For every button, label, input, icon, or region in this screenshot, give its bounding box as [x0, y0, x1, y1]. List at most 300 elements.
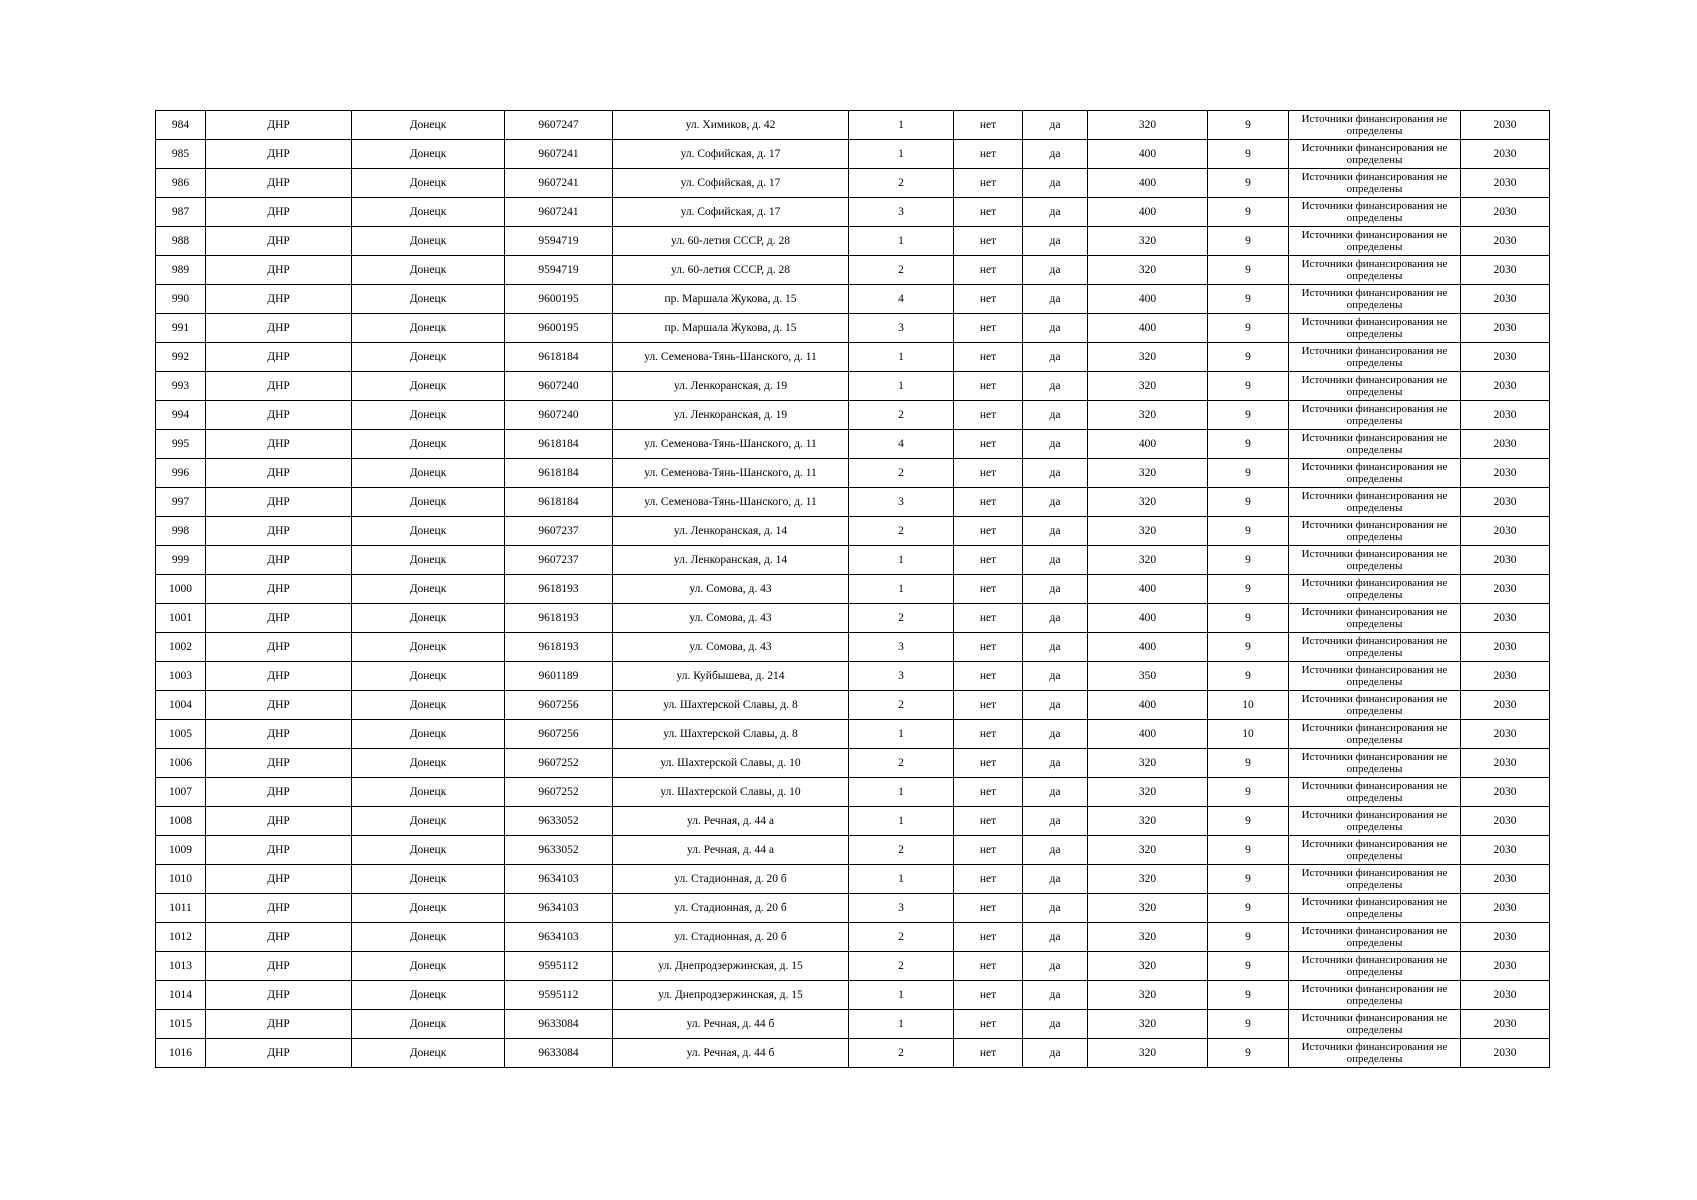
cell-city: Донецк [352, 111, 505, 140]
cell-region: ДНР [206, 517, 352, 546]
cell-object-code: 9607237 [505, 517, 613, 546]
cell-col-b: да [1023, 952, 1088, 981]
cell-year: 2030 [1461, 140, 1550, 169]
cell-region: ДНР [206, 488, 352, 517]
cell-floors: 9 [1208, 836, 1289, 865]
cell-col-b: да [1023, 256, 1088, 285]
cell-floors: 9 [1208, 807, 1289, 836]
cell-col-b: да [1023, 1010, 1088, 1039]
cell-region: ДНР [206, 952, 352, 981]
cell-floors: 9 [1208, 488, 1289, 517]
table-row [156, 343, 1550, 372]
cell-year: 2030 [1461, 633, 1550, 662]
cell-capacity: 320 [1088, 401, 1208, 430]
cell-city: Донецк [352, 140, 505, 169]
cell-col-b: да [1023, 459, 1088, 488]
cell-floors: 9 [1208, 111, 1289, 140]
cell-col-b: да [1023, 285, 1088, 314]
cell-floors: 9 [1208, 459, 1289, 488]
cell-address: ул. Ленкоранская, д. 19 [613, 401, 849, 430]
cell-year: 2030 [1461, 1039, 1550, 1068]
cell-col-a: нет [954, 604, 1023, 633]
cell-row-number: 995 [156, 430, 206, 459]
registry-table [155, 110, 1550, 1068]
cell-row-number: 990 [156, 285, 206, 314]
cell-entrance: 3 [849, 662, 954, 691]
cell-floors: 9 [1208, 256, 1289, 285]
cell-floors: 9 [1208, 923, 1289, 952]
cell-floors: 9 [1208, 372, 1289, 401]
cell-year: 2030 [1461, 981, 1550, 1010]
cell-funding: Источники финансирования не определены [1289, 140, 1461, 169]
cell-funding: Источники финансирования не определены [1289, 662, 1461, 691]
cell-row-number: 1011 [156, 894, 206, 923]
cell-row-number: 996 [156, 459, 206, 488]
table-row [156, 111, 1550, 140]
cell-floors: 9 [1208, 169, 1289, 198]
cell-address: ул. Речная, д. 44 а [613, 807, 849, 836]
cell-year: 2030 [1461, 430, 1550, 459]
cell-col-b: да [1023, 430, 1088, 459]
cell-year: 2030 [1461, 778, 1550, 807]
cell-year: 2030 [1461, 749, 1550, 778]
cell-capacity: 400 [1088, 285, 1208, 314]
cell-address: ул. Семенова-Тянь-Шанского, д. 11 [613, 430, 849, 459]
cell-floors: 9 [1208, 1010, 1289, 1039]
cell-col-a: нет [954, 285, 1023, 314]
cell-region: ДНР [206, 372, 352, 401]
cell-object-code: 9633052 [505, 807, 613, 836]
cell-capacity: 320 [1088, 778, 1208, 807]
cell-entrance: 1 [849, 372, 954, 401]
cell-city: Донецк [352, 836, 505, 865]
cell-floors: 9 [1208, 343, 1289, 372]
cell-row-number: 1013 [156, 952, 206, 981]
cell-floors: 10 [1208, 691, 1289, 720]
cell-region: ДНР [206, 1010, 352, 1039]
cell-col-a: нет [954, 981, 1023, 1010]
cell-city: Донецк [352, 778, 505, 807]
cell-col-b: да [1023, 546, 1088, 575]
cell-col-b: да [1023, 488, 1088, 517]
cell-entrance: 2 [849, 691, 954, 720]
cell-year: 2030 [1461, 459, 1550, 488]
cell-col-a: нет [954, 923, 1023, 952]
cell-funding: Источники финансирования не определены [1289, 894, 1461, 923]
cell-region: ДНР [206, 691, 352, 720]
cell-address: ул. Сомова, д. 43 [613, 633, 849, 662]
cell-capacity: 320 [1088, 227, 1208, 256]
cell-capacity: 320 [1088, 836, 1208, 865]
cell-floors: 9 [1208, 575, 1289, 604]
cell-object-code: 9633084 [505, 1010, 613, 1039]
cell-floors: 9 [1208, 314, 1289, 343]
cell-year: 2030 [1461, 604, 1550, 633]
table-row [156, 923, 1550, 952]
table-row [156, 401, 1550, 430]
cell-funding: Источники финансирования не определены [1289, 430, 1461, 459]
cell-entrance: 1 [849, 140, 954, 169]
cell-row-number: 1008 [156, 807, 206, 836]
cell-entrance: 2 [849, 256, 954, 285]
cell-object-code: 9618184 [505, 488, 613, 517]
cell-object-code: 9607241 [505, 140, 613, 169]
cell-object-code: 9607237 [505, 546, 613, 575]
cell-year: 2030 [1461, 169, 1550, 198]
cell-region: ДНР [206, 662, 352, 691]
cell-address: ул. Семенова-Тянь-Шанского, д. 11 [613, 459, 849, 488]
cell-city: Донецк [352, 633, 505, 662]
cell-address: ул. Семенова-Тянь-Шанского, д. 11 [613, 343, 849, 372]
cell-capacity: 400 [1088, 169, 1208, 198]
cell-object-code: 9618193 [505, 633, 613, 662]
cell-region: ДНР [206, 401, 352, 430]
cell-floors: 9 [1208, 140, 1289, 169]
table-row [156, 488, 1550, 517]
cell-col-a: нет [954, 111, 1023, 140]
cell-object-code: 9607241 [505, 169, 613, 198]
table-row [156, 633, 1550, 662]
cell-row-number: 991 [156, 314, 206, 343]
cell-region: ДНР [206, 604, 352, 633]
cell-entrance: 2 [849, 1039, 954, 1068]
cell-row-number: 1012 [156, 923, 206, 952]
cell-year: 2030 [1461, 865, 1550, 894]
cell-address: ул. Стадионная, д. 20 б [613, 865, 849, 894]
cell-funding: Источники финансирования не определены [1289, 488, 1461, 517]
cell-funding: Источники финансирования не определены [1289, 256, 1461, 285]
cell-capacity: 320 [1088, 981, 1208, 1010]
cell-entrance: 3 [849, 894, 954, 923]
cell-region: ДНР [206, 430, 352, 459]
cell-col-b: да [1023, 198, 1088, 227]
cell-object-code: 9607252 [505, 778, 613, 807]
table-body [156, 111, 1550, 1068]
cell-col-a: нет [954, 343, 1023, 372]
cell-capacity: 320 [1088, 1039, 1208, 1068]
cell-funding: Источники финансирования не определены [1289, 1010, 1461, 1039]
table-row [156, 807, 1550, 836]
cell-region: ДНР [206, 546, 352, 575]
table-row [156, 836, 1550, 865]
cell-col-b: да [1023, 691, 1088, 720]
cell-col-b: да [1023, 981, 1088, 1010]
cell-address: ул. Днепродзержинская, д. 15 [613, 981, 849, 1010]
cell-address: ул. Шахтерской Славы, д. 10 [613, 778, 849, 807]
cell-region: ДНР [206, 459, 352, 488]
cell-col-b: да [1023, 169, 1088, 198]
cell-city: Донецк [352, 169, 505, 198]
cell-entrance: 1 [849, 111, 954, 140]
cell-city: Донецк [352, 923, 505, 952]
cell-city: Донецк [352, 401, 505, 430]
table-row [156, 662, 1550, 691]
cell-col-b: да [1023, 836, 1088, 865]
cell-city: Донецк [352, 1039, 505, 1068]
cell-funding: Источники финансирования не определены [1289, 633, 1461, 662]
cell-col-a: нет [954, 198, 1023, 227]
cell-funding: Источники финансирования не определены [1289, 314, 1461, 343]
cell-row-number: 1000 [156, 575, 206, 604]
cell-entrance: 1 [849, 1010, 954, 1039]
cell-capacity: 350 [1088, 662, 1208, 691]
cell-address: пр. Маршала Жукова, д. 15 [613, 285, 849, 314]
cell-capacity: 320 [1088, 952, 1208, 981]
cell-object-code: 9607256 [505, 720, 613, 749]
cell-year: 2030 [1461, 401, 1550, 430]
cell-funding: Источники финансирования не определены [1289, 952, 1461, 981]
cell-year: 2030 [1461, 807, 1550, 836]
cell-address: ул. Химиков, д. 42 [613, 111, 849, 140]
cell-object-code: 9607240 [505, 401, 613, 430]
cell-object-code: 9618184 [505, 459, 613, 488]
cell-city: Донецк [352, 372, 505, 401]
cell-capacity: 320 [1088, 865, 1208, 894]
table-row [156, 517, 1550, 546]
cell-year: 2030 [1461, 517, 1550, 546]
cell-region: ДНР [206, 111, 352, 140]
cell-region: ДНР [206, 778, 352, 807]
cell-funding: Источники финансирования не определены [1289, 691, 1461, 720]
cell-object-code: 9634103 [505, 865, 613, 894]
cell-col-b: да [1023, 720, 1088, 749]
cell-region: ДНР [206, 749, 352, 778]
cell-capacity: 400 [1088, 575, 1208, 604]
table-row [156, 865, 1550, 894]
cell-object-code: 9594719 [505, 256, 613, 285]
cell-col-a: нет [954, 227, 1023, 256]
cell-capacity: 320 [1088, 256, 1208, 285]
cell-row-number: 984 [156, 111, 206, 140]
cell-city: Донецк [352, 749, 505, 778]
table-row [156, 1010, 1550, 1039]
cell-year: 2030 [1461, 546, 1550, 575]
cell-entrance: 2 [849, 169, 954, 198]
cell-year: 2030 [1461, 256, 1550, 285]
cell-region: ДНР [206, 256, 352, 285]
cell-address: ул. Софийская, д. 17 [613, 140, 849, 169]
cell-row-number: 1001 [156, 604, 206, 633]
cell-region: ДНР [206, 227, 352, 256]
cell-city: Донецк [352, 807, 505, 836]
cell-funding: Источники финансирования не определены [1289, 575, 1461, 604]
cell-region: ДНР [206, 633, 352, 662]
cell-row-number: 987 [156, 198, 206, 227]
cell-col-b: да [1023, 865, 1088, 894]
cell-col-a: нет [954, 459, 1023, 488]
cell-city: Донецк [352, 720, 505, 749]
cell-year: 2030 [1461, 836, 1550, 865]
cell-city: Донецк [352, 952, 505, 981]
table-row [156, 459, 1550, 488]
cell-capacity: 320 [1088, 894, 1208, 923]
cell-entrance: 1 [849, 807, 954, 836]
cell-capacity: 320 [1088, 923, 1208, 952]
cell-floors: 10 [1208, 720, 1289, 749]
cell-entrance: 2 [849, 604, 954, 633]
cell-col-a: нет [954, 517, 1023, 546]
cell-entrance: 1 [849, 720, 954, 749]
cell-floors: 9 [1208, 633, 1289, 662]
cell-row-number: 1006 [156, 749, 206, 778]
table-row [156, 314, 1550, 343]
cell-region: ДНР [206, 894, 352, 923]
cell-row-number: 1009 [156, 836, 206, 865]
cell-object-code: 9618184 [505, 343, 613, 372]
cell-address: ул. Шахтерской Славы, д. 8 [613, 720, 849, 749]
cell-col-b: да [1023, 604, 1088, 633]
table-row [156, 198, 1550, 227]
cell-col-b: да [1023, 633, 1088, 662]
table-row [156, 372, 1550, 401]
table-row [156, 981, 1550, 1010]
cell-year: 2030 [1461, 575, 1550, 604]
cell-year: 2030 [1461, 1010, 1550, 1039]
cell-city: Донецк [352, 256, 505, 285]
cell-object-code: 9600195 [505, 285, 613, 314]
cell-capacity: 320 [1088, 749, 1208, 778]
cell-row-number: 998 [156, 517, 206, 546]
cell-col-a: нет [954, 140, 1023, 169]
cell-city: Донецк [352, 459, 505, 488]
cell-col-b: да [1023, 575, 1088, 604]
cell-object-code: 9594719 [505, 227, 613, 256]
cell-col-b: да [1023, 517, 1088, 546]
table-row [156, 894, 1550, 923]
cell-funding: Источники финансирования не определены [1289, 923, 1461, 952]
cell-region: ДНР [206, 575, 352, 604]
cell-col-b: да [1023, 314, 1088, 343]
cell-row-number: 992 [156, 343, 206, 372]
cell-funding: Источники финансирования не определены [1289, 778, 1461, 807]
cell-row-number: 985 [156, 140, 206, 169]
cell-year: 2030 [1461, 894, 1550, 923]
cell-col-a: нет [954, 1039, 1023, 1068]
cell-funding: Источники финансирования не определены [1289, 198, 1461, 227]
cell-address: ул. Шахтерской Славы, д. 8 [613, 691, 849, 720]
cell-city: Донецк [352, 198, 505, 227]
cell-floors: 9 [1208, 517, 1289, 546]
cell-object-code: 9607247 [505, 111, 613, 140]
table-row [156, 285, 1550, 314]
cell-entrance: 1 [849, 865, 954, 894]
cell-entrance: 2 [849, 923, 954, 952]
cell-col-a: нет [954, 720, 1023, 749]
cell-capacity: 400 [1088, 633, 1208, 662]
cell-floors: 9 [1208, 981, 1289, 1010]
cell-city: Донецк [352, 285, 505, 314]
cell-city: Донецк [352, 546, 505, 575]
cell-city: Донецк [352, 1010, 505, 1039]
cell-capacity: 400 [1088, 140, 1208, 169]
cell-row-number: 1014 [156, 981, 206, 1010]
cell-address: ул. Днепродзержинская, д. 15 [613, 952, 849, 981]
table-row [156, 778, 1550, 807]
cell-year: 2030 [1461, 488, 1550, 517]
cell-year: 2030 [1461, 923, 1550, 952]
cell-region: ДНР [206, 140, 352, 169]
cell-col-a: нет [954, 372, 1023, 401]
cell-address: ул. Стадионная, д. 20 б [613, 923, 849, 952]
cell-object-code: 9595112 [505, 981, 613, 1010]
cell-funding: Источники финансирования не определены [1289, 517, 1461, 546]
cell-entrance: 4 [849, 285, 954, 314]
cell-address: ул. Речная, д. 44 а [613, 836, 849, 865]
cell-city: Донецк [352, 517, 505, 546]
cell-funding: Источники финансирования не определены [1289, 749, 1461, 778]
cell-year: 2030 [1461, 720, 1550, 749]
cell-capacity: 400 [1088, 691, 1208, 720]
cell-floors: 9 [1208, 865, 1289, 894]
cell-object-code: 9607256 [505, 691, 613, 720]
cell-col-b: да [1023, 749, 1088, 778]
table-row [156, 140, 1550, 169]
cell-col-b: да [1023, 111, 1088, 140]
cell-address: ул. 60-летия СССР, д. 28 [613, 227, 849, 256]
cell-city: Донецк [352, 865, 505, 894]
cell-entrance: 1 [849, 575, 954, 604]
cell-col-a: нет [954, 314, 1023, 343]
cell-city: Донецк [352, 981, 505, 1010]
cell-funding: Источники финансирования не определены [1289, 169, 1461, 198]
cell-capacity: 320 [1088, 546, 1208, 575]
cell-city: Донецк [352, 314, 505, 343]
cell-col-a: нет [954, 546, 1023, 575]
cell-row-number: 1004 [156, 691, 206, 720]
cell-floors: 9 [1208, 430, 1289, 459]
cell-col-b: да [1023, 1039, 1088, 1068]
cell-funding: Источники финансирования не определены [1289, 981, 1461, 1010]
cell-object-code: 9633084 [505, 1039, 613, 1068]
table-row [156, 691, 1550, 720]
cell-col-b: да [1023, 894, 1088, 923]
cell-region: ДНР [206, 285, 352, 314]
cell-row-number: 1002 [156, 633, 206, 662]
cell-col-a: нет [954, 836, 1023, 865]
cell-city: Донецк [352, 691, 505, 720]
cell-col-b: да [1023, 343, 1088, 372]
cell-funding: Источники финансирования не определены [1289, 807, 1461, 836]
cell-col-b: да [1023, 923, 1088, 952]
cell-capacity: 320 [1088, 1010, 1208, 1039]
cell-col-a: нет [954, 952, 1023, 981]
cell-row-number: 1010 [156, 865, 206, 894]
cell-city: Донецк [352, 662, 505, 691]
cell-row-number: 1003 [156, 662, 206, 691]
cell-col-a: нет [954, 662, 1023, 691]
cell-address: ул. Речная, д. 44 б [613, 1010, 849, 1039]
cell-floors: 9 [1208, 401, 1289, 430]
cell-object-code: 9618193 [505, 604, 613, 633]
cell-capacity: 400 [1088, 720, 1208, 749]
cell-object-code: 9607240 [505, 372, 613, 401]
cell-year: 2030 [1461, 952, 1550, 981]
cell-entrance: 2 [849, 836, 954, 865]
cell-col-a: нет [954, 633, 1023, 662]
cell-entrance: 2 [849, 459, 954, 488]
table-row [156, 546, 1550, 575]
cell-region: ДНР [206, 720, 352, 749]
cell-address: ул. Семенова-Тянь-Шанского, д. 11 [613, 488, 849, 517]
cell-region: ДНР [206, 981, 352, 1010]
cell-row-number: 986 [156, 169, 206, 198]
cell-col-b: да [1023, 778, 1088, 807]
cell-capacity: 320 [1088, 372, 1208, 401]
cell-col-a: нет [954, 488, 1023, 517]
cell-row-number: 994 [156, 401, 206, 430]
table-row [156, 256, 1550, 285]
cell-address: ул. Речная, д. 44 б [613, 1039, 849, 1068]
